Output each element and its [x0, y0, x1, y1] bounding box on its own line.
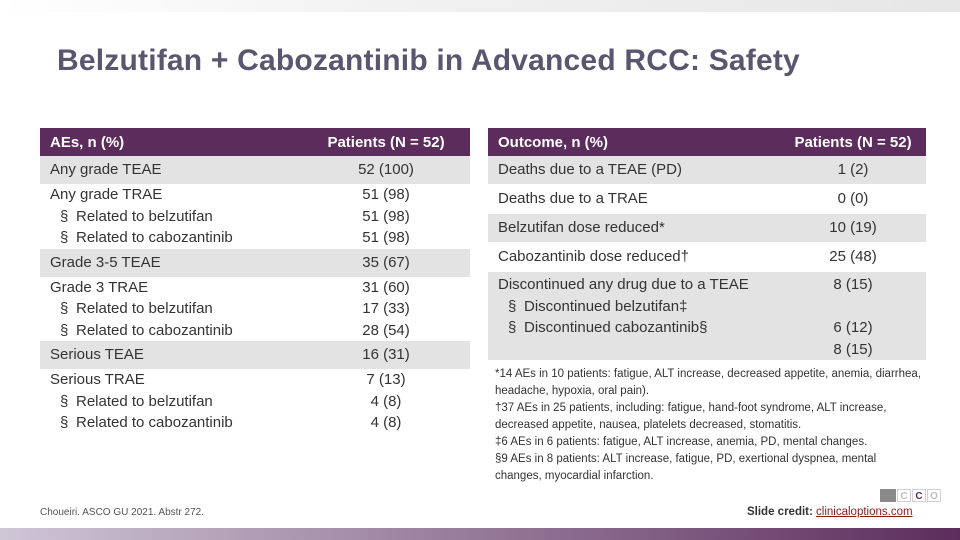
outcome-value-spacer	[780, 296, 926, 318]
logo-letter: O	[927, 489, 941, 502]
ae-label-text: Serious TRAE	[50, 371, 145, 388]
ae-label-cell	[40, 341, 302, 369]
outcome-label-cell	[488, 184, 780, 214]
bullet-marker: §	[60, 207, 69, 225]
slide-credit-link[interactable]: clinicaloptions.com	[816, 506, 913, 518]
table-row	[488, 156, 926, 184]
ae-label-text: Related to cabozantinib	[76, 414, 233, 431]
ae-value-cell	[302, 184, 470, 249]
outcome-label: Deaths due to a TEAE (PD)	[498, 161, 682, 179]
table-row	[40, 249, 470, 277]
ae-value-cell	[302, 249, 470, 277]
ae-value: 51 (98)	[362, 186, 410, 203]
ae-value: 4 (8)	[370, 414, 402, 431]
ae-label	[50, 277, 302, 299]
ae-value-cell	[302, 156, 470, 184]
outcome-value: 1 (2)	[837, 161, 869, 179]
footnote: *14 AEs in 10 patients: fatigue, ALT increase, decreased appetite, anemia, diarrhea, headache, hypoxia, oral pain).	[495, 368, 921, 397]
outcome-sub-label-text: Discontinued belzutifan‡	[524, 297, 688, 315]
outcome-table	[488, 128, 926, 360]
outcome-label: Discontinued any drug due to a TEAE	[498, 276, 749, 293]
bullet-marker: §	[60, 392, 69, 410]
outcome-label: Belzutifan dose reduced*	[498, 219, 665, 237]
ae-header-col1: AEs, n (%)	[50, 133, 125, 151]
outcome-header-col2: Patients (N = 52)	[794, 133, 912, 151]
table-row	[488, 184, 926, 214]
cco-logo	[880, 489, 941, 502]
ae-label-text: Related to belzutifan	[76, 207, 213, 225]
ae-label	[50, 184, 302, 206]
ae-value-cell	[302, 277, 470, 342]
table-row	[40, 156, 470, 184]
ae-label-cell	[40, 277, 302, 342]
ae-label-text: Any grade TRAE	[50, 186, 163, 203]
table-row	[488, 242, 926, 272]
ae-sub-label	[50, 298, 302, 320]
ae-label-text: Grade 3 TRAE	[50, 278, 149, 296]
outcome-value: 8 (15)	[833, 276, 873, 293]
bullet-marker: §	[60, 321, 69, 339]
table-row	[488, 272, 926, 360]
slide-credit-label: Slide credit:	[747, 506, 813, 518]
outcome-sub-label-text: Discontinued cabozantinib§	[524, 319, 708, 336]
outcome-label-cell	[488, 156, 780, 184]
outcome-label: Deaths due to a TRAE	[498, 190, 648, 208]
outcome-sub-value: 6 (12)	[833, 319, 873, 336]
ae-value: 4 (8)	[370, 392, 402, 410]
ae-label	[50, 159, 302, 181]
outcome-sub-label	[498, 317, 780, 339]
outcome-label: Cabozantinib dose reduced†	[498, 248, 689, 266]
bullet-marker: §	[508, 297, 517, 315]
ae-value: 35 (67)	[362, 253, 410, 271]
outcome-label-cell	[488, 272, 780, 360]
outcome-value-cell	[780, 272, 926, 360]
footnote: ‡6 AEs in 6 patients: fatigue, ALT increase, anemia, PD, mental changes.	[495, 436, 868, 448]
logo-letter: C	[912, 489, 926, 502]
ae-value: 7 (13)	[366, 371, 406, 388]
ae-value: 51 (98)	[362, 207, 410, 225]
ae-label-cell	[40, 249, 302, 277]
ae-table	[40, 128, 470, 434]
ae-label	[50, 252, 302, 274]
table-row	[40, 369, 470, 434]
ae-sub-label	[50, 412, 302, 434]
ae-label-text: Grade 3-5 TEAE	[50, 253, 161, 271]
ae-label-text: Related to belzutifan	[76, 300, 213, 317]
footnote: §9 AEs in 8 patients: ALT increase, fatigue, PD, exertional dyspnea, mental changes, myocardial infarction.	[495, 453, 877, 482]
outcome-value: 0 (0)	[837, 190, 869, 208]
outcome-value-cell	[780, 214, 926, 242]
ae-value-cell	[302, 341, 470, 369]
ae-label-text: Serious TEAE	[50, 346, 144, 364]
page-title: Belzutifan + Cabozantinib in Advanced RCC: Safety	[57, 44, 800, 77]
outcome-label-cell	[488, 242, 780, 272]
ae-header-col2: Patients (N = 52)	[327, 133, 445, 151]
table-row	[40, 277, 470, 342]
outcome-sub-value: 8 (15)	[833, 340, 873, 358]
slide-credit	[747, 506, 913, 518]
outcome-value-cell	[780, 156, 926, 184]
logo-letter: C	[897, 489, 911, 502]
ae-sub-label	[50, 320, 302, 342]
ae-value: 52 (100)	[358, 161, 414, 179]
table-row	[40, 341, 470, 369]
ae-value: 28 (54)	[362, 321, 410, 339]
ae-label	[50, 344, 302, 366]
outcome-header-col1: Outcome, n (%)	[498, 133, 609, 151]
ae-value: 17 (33)	[362, 300, 410, 317]
outcome-value-cell	[780, 242, 926, 272]
footnotes	[495, 366, 925, 485]
bullet-marker: §	[60, 229, 69, 246]
ae-value: 51 (98)	[362, 229, 410, 246]
ae-sub-label	[50, 227, 302, 249]
table-row	[488, 214, 926, 242]
citation: Choueiri. ASCO GU 2021. Abstr 272.	[40, 507, 204, 518]
ae-label-text: Related to belzutifan	[76, 392, 213, 410]
ae-label-cell	[40, 156, 302, 184]
ae-label-cell	[40, 369, 302, 434]
ae-value-cell	[302, 369, 470, 434]
bullet-marker: §	[508, 319, 517, 336]
ae-value: 31 (60)	[362, 278, 410, 296]
outcome-sub-label	[498, 296, 780, 318]
outcome-value: 10 (19)	[829, 219, 877, 237]
outcome-value-cell	[780, 184, 926, 214]
bullet-marker: §	[60, 414, 69, 431]
bottom-decorative-bar	[0, 528, 960, 540]
ae-label-text: Related to cabozantinib	[76, 321, 233, 339]
ae-label	[50, 369, 302, 391]
outcome-label-cell	[488, 214, 780, 242]
ae-value: 16 (31)	[362, 346, 410, 364]
ae-label-cell	[40, 184, 302, 249]
outcome-table-header	[488, 128, 926, 156]
table-row	[40, 184, 470, 249]
ae-label-text: Related to cabozantinib	[76, 229, 233, 246]
top-decorative-bar	[0, 0, 960, 12]
ae-label-text: Any grade TEAE	[50, 161, 162, 179]
ae-sub-label	[50, 391, 302, 413]
outcome-value: 25 (48)	[829, 248, 877, 266]
ae-table-header	[40, 128, 470, 156]
footnote: †37 AEs in 25 patients, including: fatigue, hand-foot syndrome, ALT increase, decreased appetite, nausea, platelets decreased, stomatitis.	[495, 402, 887, 431]
ae-sub-label	[50, 206, 302, 228]
logo-letter	[880, 489, 896, 502]
bullet-marker: §	[60, 300, 69, 317]
